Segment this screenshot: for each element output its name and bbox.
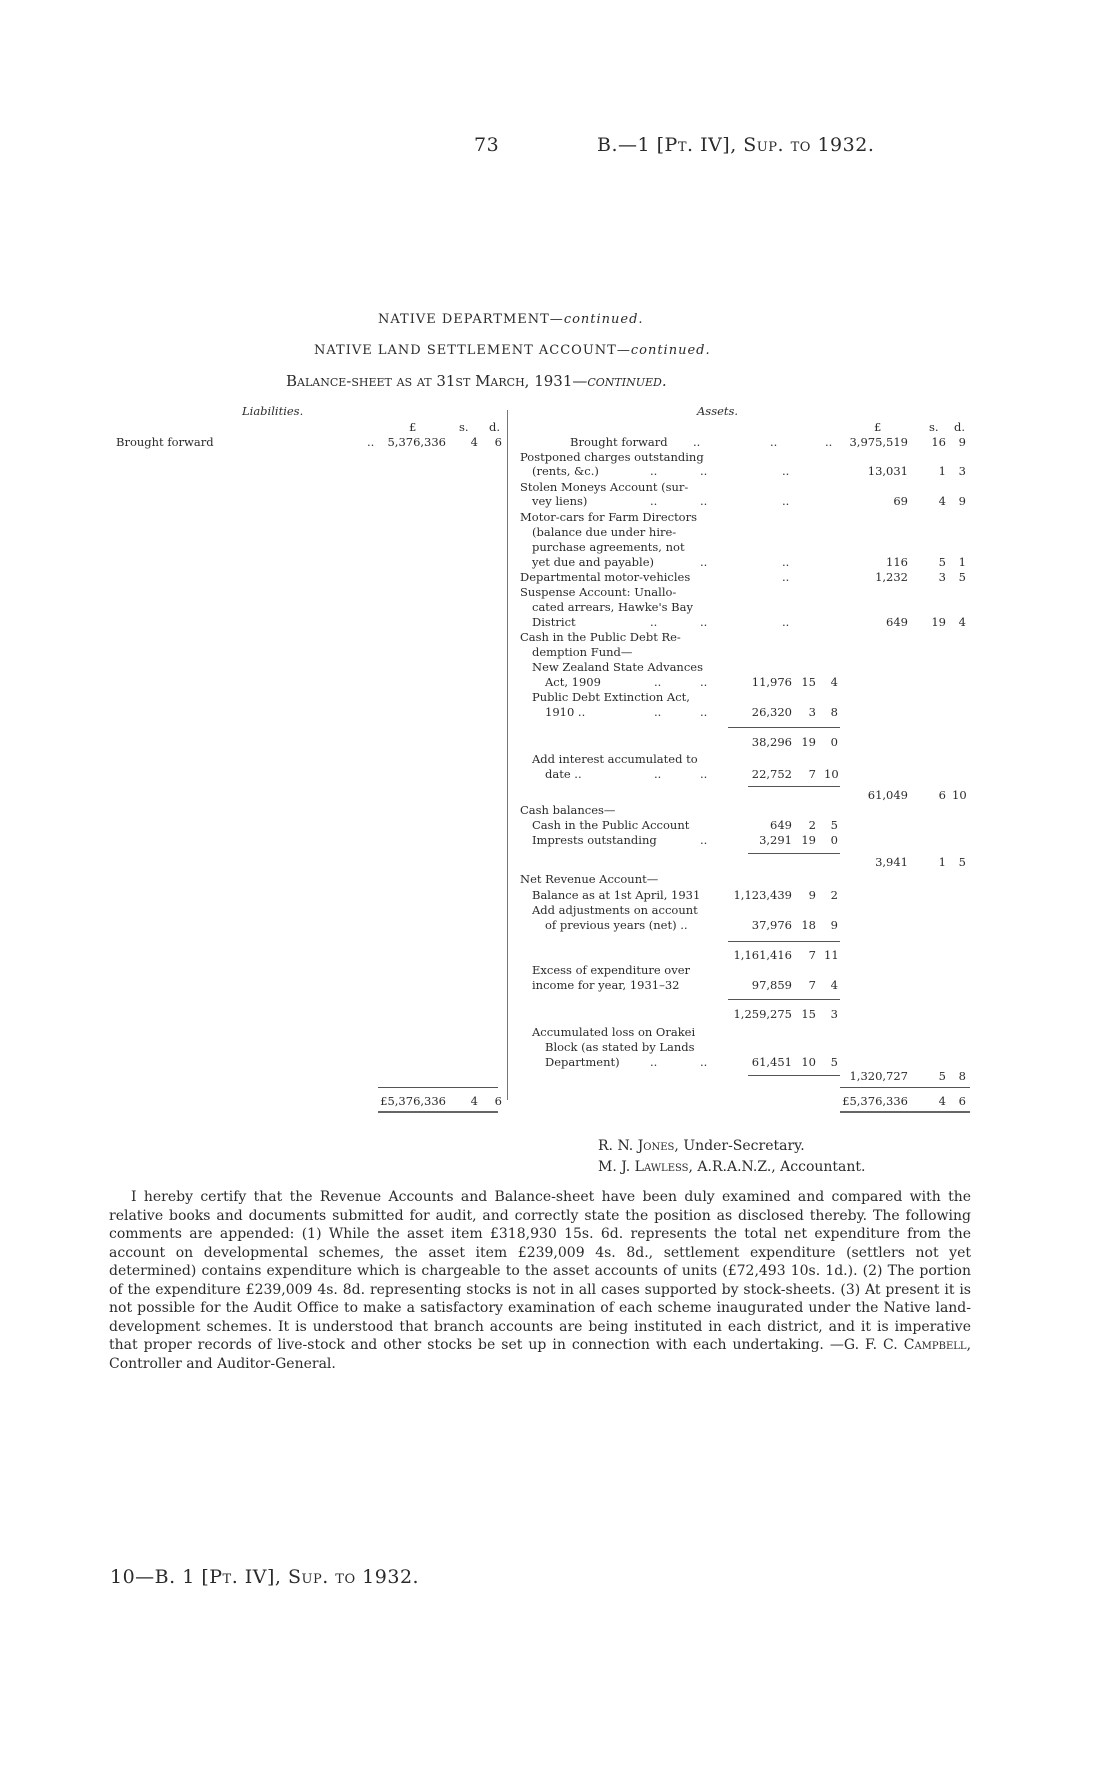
leader-dots: .. xyxy=(700,615,708,629)
nz-state-advances-label-2: Act, 1909 xyxy=(545,675,601,689)
public-debt-label-2: demption Fund— xyxy=(532,645,633,659)
leader-dots: .. xyxy=(700,555,708,569)
department-title: NATIVE DEPARTMENT—continued. xyxy=(378,312,644,327)
suspense-pence: 4 xyxy=(958,615,966,629)
orakei-label-2: Block (as stated by Lands xyxy=(545,1040,695,1054)
interest-pence: 10 xyxy=(824,767,839,781)
certification-paragraph: I hereby certify that the Revenue Accounts and Balance-sheet have been duly examined and compared with the relative books and documents submitted for audit, and correctly state the position as disclosed thereby. The following comments are appended: (1) While the asset item £318,930 15s. 6d. represents the total net expenditure from the account on developmental schemes, the asset item £239,009 4s. 8d., settlement expenditure (settlers not yet determined) contains expenditure which is chargeable to the asset accounts of units (£72,493 10s. 1d.). (2) The portion of the expenditure £239,009 4s. 8d. representing stocks is not in all cases supported by stock-sheets. (3) At present it is not possible for the Audit Office to make a satisfactory examination of each scheme inaugurated under the Native land-development schemes. It is understood that branch accounts are being instituted in each district, and it is imperative that proper records of live-stock and other stocks be set up in connection with each undertaking. —G. F. C. Campbell, Controller and Auditor-General. xyxy=(109,1189,972,1372)
assets-heading: Assets. xyxy=(697,404,739,418)
leader-dots: .. xyxy=(650,494,658,508)
liabilities-total-pence: 6 xyxy=(494,1094,502,1108)
leader-dots: .. xyxy=(782,615,790,629)
leader-dots: .. xyxy=(654,767,662,781)
signature-accountant: M. J. Lawless, A.R.A.N.Z., Accountant. xyxy=(598,1159,866,1175)
orakei-pence: 5 xyxy=(830,1055,838,1069)
assets-brought-forward-label: Brought forward xyxy=(570,435,668,449)
debt-extinction-label-2: 1910 .. xyxy=(545,705,586,719)
leader-dots: .. xyxy=(654,705,662,719)
net-revenue-subtotal-shillings: 7 xyxy=(808,948,816,962)
leader-dots: .. xyxy=(700,1055,708,1069)
excess-expenditure-shillings: 7 xyxy=(808,978,816,992)
public-debt-label: Cash in the Public Debt Re- xyxy=(520,630,681,644)
adjustments-pence: 9 xyxy=(830,918,838,932)
motor-cars-label-4: yet due and payable) xyxy=(532,555,654,569)
balance-sheet-title: Balance-sheet as at 31st March, 1931—continued. xyxy=(286,372,667,390)
assets-col-shillings: s. xyxy=(929,420,939,434)
leader-dots: .. xyxy=(650,1055,658,1069)
assets-brought-forward-pence: 9 xyxy=(958,435,966,449)
leader-dots: .. xyxy=(654,675,662,689)
orakei-label: Accumulated loss on Orakei xyxy=(532,1025,696,1039)
suspense-shillings: 19 xyxy=(931,615,946,629)
cash-total-pounds: 3,941 xyxy=(875,855,908,869)
leader-dots: .. xyxy=(367,435,375,449)
adjustments-label: Add adjustments on account xyxy=(532,903,698,917)
public-debt-total-shillings: 6 xyxy=(938,788,946,802)
postponed-label: Postponed charges outstanding xyxy=(520,450,704,464)
liabilities-heading: Liabilities. xyxy=(242,404,304,418)
page-number: 73 xyxy=(474,134,500,156)
leader-dots: .. xyxy=(782,464,790,478)
cash-total-shillings: 1 xyxy=(938,855,946,869)
motor-cars-pence: 1 xyxy=(958,555,966,569)
leader-dots: .. xyxy=(770,435,778,449)
imprests-pence: 0 xyxy=(830,833,838,847)
orakei-label-3: Department) xyxy=(545,1055,620,1069)
dept-vehicles-label: Departmental motor-vehicles xyxy=(520,570,691,584)
interest-label-2: date .. xyxy=(545,767,582,781)
debt-extinction-pence: 8 xyxy=(830,705,838,719)
imprests-pounds: 3,291 xyxy=(759,833,792,847)
imprests-shillings: 19 xyxy=(801,833,816,847)
leader-dots: .. xyxy=(782,494,790,508)
leader-dots: .. xyxy=(700,675,708,689)
imprests-label: Imprests outstanding xyxy=(532,833,657,847)
leader-dots: .. xyxy=(650,615,658,629)
cash-public-account-shillings: 2 xyxy=(808,818,816,832)
assets-col-pounds: £ xyxy=(874,420,882,434)
column-divider xyxy=(507,410,508,1100)
debt-extinction-pounds: 26,320 xyxy=(751,705,792,719)
postponed-label-2: (rents, &c.) xyxy=(532,464,599,478)
postponed-shillings: 1 xyxy=(938,464,946,478)
leader-dots: .. xyxy=(693,435,701,449)
leader-dots: .. xyxy=(700,833,708,847)
adjustments-label-2: of previous years (net) .. xyxy=(545,918,688,932)
adjustments-pounds: 37,976 xyxy=(751,918,792,932)
public-debt-subtotal-pence: 0 xyxy=(830,735,838,749)
postponed-pounds: 13,031 xyxy=(867,464,908,478)
public-debt-subtotal-pounds: 38,296 xyxy=(751,735,792,749)
cash-total-pence: 5 xyxy=(958,855,966,869)
liabilities-total-pounds: £5,376,336 xyxy=(380,1094,446,1108)
liabilities-brought-forward-shillings: 4 xyxy=(470,435,478,449)
dept-vehicles-pounds: 1,232 xyxy=(875,570,908,584)
excess-expenditure-label-2: income for year, 1931–32 xyxy=(532,978,680,992)
nz-state-advances-pounds: 11,976 xyxy=(751,675,792,689)
assets-total-shillings: 4 xyxy=(938,1094,946,1108)
page-reference: B.—1 [Pt. IV], Sup. to 1932. xyxy=(597,134,875,156)
net-revenue-subtotal-pounds: 1,161,416 xyxy=(733,948,792,962)
cash-public-account-label: Cash in the Public Account xyxy=(532,818,690,832)
nz-state-advances-shillings: 15 xyxy=(801,675,816,689)
net-revenue-heading: Net Revenue Account— xyxy=(520,872,659,886)
leader-dots: .. xyxy=(700,767,708,781)
motor-cars-label-2: (balance due under hire- xyxy=(532,525,677,539)
adjustments-shillings: 18 xyxy=(801,918,816,932)
excess-expenditure-label: Excess of expenditure over xyxy=(532,963,691,977)
dept-vehicles-pence: 5 xyxy=(958,570,966,584)
balance-april-label: Balance as at 1st April, 1931 xyxy=(532,888,701,902)
net-revenue-total-pence: 8 xyxy=(958,1069,966,1083)
stolen-moneys-shillings: 4 xyxy=(938,494,946,508)
public-debt-subtotal-shillings: 19 xyxy=(801,735,816,749)
footer-reference: 10—B. 1 [Pt. IV], Sup. to 1932. xyxy=(110,1566,420,1588)
assets-col-pence: d. xyxy=(954,420,966,434)
nz-state-advances-pence: 4 xyxy=(830,675,838,689)
interest-pounds: 22,752 xyxy=(751,767,792,781)
leader-dots: .. xyxy=(650,464,658,478)
interest-shillings: 7 xyxy=(808,767,816,781)
dept-vehicles-shillings: 3 xyxy=(938,570,946,584)
liabilities-total-shillings: 4 xyxy=(470,1094,478,1108)
interest-label: Add interest accumulated to xyxy=(532,752,698,766)
suspense-label-3: District xyxy=(532,615,576,629)
excess-expenditure-pence: 4 xyxy=(830,978,838,992)
motor-cars-shillings: 5 xyxy=(938,555,946,569)
assets-total-pence: 6 xyxy=(958,1094,966,1108)
leader-dots: .. xyxy=(782,555,790,569)
liabilities-brought-forward-label: Brought forward xyxy=(116,435,214,449)
leader-dots: .. xyxy=(700,464,708,478)
net-revenue-subtotal2-shillings: 15 xyxy=(801,1007,816,1021)
liabilities-col-shillings: s. xyxy=(459,420,469,434)
net-revenue-total-shillings: 5 xyxy=(938,1069,946,1083)
balance-april-pence: 2 xyxy=(830,888,838,902)
assets-total-pounds: £5,376,336 xyxy=(842,1094,908,1108)
debt-extinction-label: Public Debt Extinction Act, xyxy=(532,690,690,704)
suspense-label: Suspense Account: Unallo- xyxy=(520,585,677,599)
orakei-pounds: 61,451 xyxy=(751,1055,792,1069)
nz-state-advances-label: New Zealand State Advances xyxy=(532,660,703,674)
liabilities-brought-forward-pounds: 5,376,336 xyxy=(387,435,446,449)
public-debt-total-pence: 10 xyxy=(952,788,967,802)
liabilities-brought-forward-pence: 6 xyxy=(494,435,502,449)
orakei-shillings: 10 xyxy=(801,1055,816,1069)
assets-brought-forward-pounds: 3,975,519 xyxy=(849,435,908,449)
motor-cars-label-3: purchase agreements, not xyxy=(532,540,685,554)
debt-extinction-shillings: 3 xyxy=(808,705,816,719)
account-title: NATIVE LAND SETTLEMENT ACCOUNT—continued. xyxy=(314,343,711,358)
net-revenue-subtotal2-pence: 3 xyxy=(830,1007,838,1021)
leader-dots: .. xyxy=(782,570,790,584)
liabilities-col-pence: d. xyxy=(489,420,501,434)
cash-public-account-pence: 5 xyxy=(830,818,838,832)
suspense-label-2: cated arrears, Hawke's Bay xyxy=(532,600,693,614)
stolen-moneys-pounds: 69 xyxy=(893,494,908,508)
net-revenue-subtotal2-pounds: 1,259,275 xyxy=(733,1007,792,1021)
stolen-moneys-label: Stolen Moneys Account (sur- xyxy=(520,480,689,494)
net-revenue-subtotal-pence: 11 xyxy=(824,948,839,962)
suspense-pounds: 649 xyxy=(886,615,908,629)
excess-expenditure-pounds: 97,859 xyxy=(751,978,792,992)
public-debt-total-pounds: 61,049 xyxy=(867,788,908,802)
cash-public-account-pounds: 649 xyxy=(770,818,792,832)
motor-cars-pounds: 116 xyxy=(886,555,908,569)
leader-dots: .. xyxy=(700,705,708,719)
stolen-moneys-pence: 9 xyxy=(958,494,966,508)
postponed-pence: 3 xyxy=(958,464,966,478)
stolen-moneys-label-2: vey liens) xyxy=(532,494,588,508)
balance-april-shillings: 9 xyxy=(808,888,816,902)
leader-dots: .. xyxy=(825,435,833,449)
net-revenue-total-pounds: 1,320,727 xyxy=(849,1069,908,1083)
cash-balances-heading: Cash balances— xyxy=(520,803,616,817)
assets-brought-forward-shillings: 16 xyxy=(931,435,946,449)
signature-under-secretary: R. N. Jones, Under-Secretary. xyxy=(598,1138,805,1154)
liabilities-col-pounds: £ xyxy=(409,420,417,434)
leader-dots: .. xyxy=(700,494,708,508)
motor-cars-label: Motor-cars for Farm Directors xyxy=(520,510,698,524)
balance-april-pounds: 1,123,439 xyxy=(733,888,792,902)
